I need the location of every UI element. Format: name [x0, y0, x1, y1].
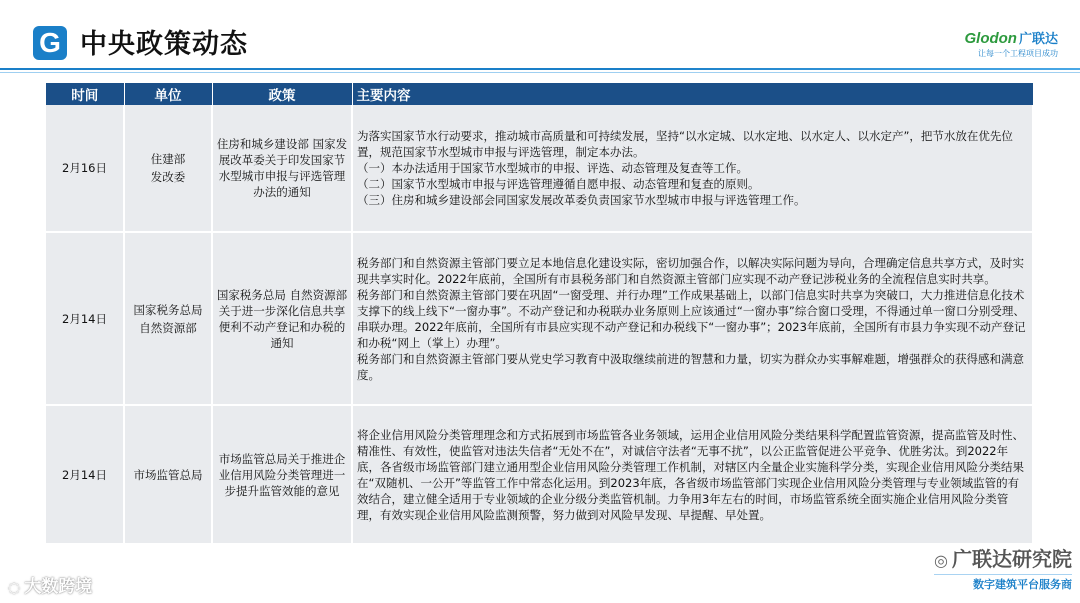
cell-content — [352, 232, 1033, 405]
brand-block — [964, 28, 1058, 59]
content-paragraph: 税务部门和自然资源主管部门要在巩固“一窗受理、并行办理”工作成果基础上，以部门信息实时共享为突破口，大力推进信息化技术支撑下的线上线下“一窗办事”。不动产登记和办税联办业务原则上应该通过“一窗办事”综合窗口受理，不得通过单一窗口分别受理、串联办理。2022年底前，全国所有市县应实现不动产登记和办税线下“一窗办事”；2023年底前，全国所有市县力争实现不动产登记和办税“网上（掌上）办理”。 — [357, 287, 1026, 350]
column-header-date: 时间 — [46, 83, 124, 105]
brand-slogan: 让每一个工程项目成功 — [978, 49, 1058, 58]
brand-name-en: Glodon — [964, 30, 1017, 47]
content-paragraph: 将企业信用风险分类管理理念和方式拓展到市场监管各业务领域，运用企业信用风险分类结果科学配置监管资源，提高监管及时性、精准性、有效性，使监管对违法失信者“无处不在”，对诚信守法者“无事不扰”，以公正监管促进公平竞争、优胜劣汰。到2022年底，各省级市场监管部门建立通用型企业信用风险分类管理工作机制，对辖区内全量企业实施科学分类，实现企业信用风险分类结果在“双随机、一公开”等监管工作中常态化运用。到2023年底，各省级市场监管部门实现企业信用风险分类管理与专业领域监管的有效结合，建立健全适用于专业领域的企业分级分类监管机制。力争用3年左右的时间，市场监管系统全面实施企业信用风险分类管理，有效实现企业信用风险监测预警，努力做到对风险早发现、早提醒、早处置。 — [357, 427, 1024, 522]
watermark-right — [934, 543, 1072, 572]
column-header-unit: 单位 — [124, 83, 212, 105]
table-row — [46, 405, 1033, 544]
watermark-left-text: 大数跨境 — [24, 577, 93, 597]
table-header-row — [46, 83, 1033, 105]
footer-slogan: 数字建筑平台服务商 — [934, 574, 1072, 592]
cell-policy: 住房和城乡建设部 国家发展改革委关于印发国家节水型城市申报与评选管理办法的通知 — [212, 105, 352, 232]
table-row — [46, 105, 1033, 232]
cell-policy: 国家税务总局 自然资源部关于进一步深化信息共享 便利不动产登记和办税的通知 — [212, 232, 352, 405]
page-title: 中央政策动态 — [80, 29, 248, 60]
content-paragraph: （三）住房和城乡建设部会同国家发展改革委负责国家节水型城市申报与评选管理工作。 — [357, 193, 806, 207]
brand-name-cn: 广联达 — [1018, 31, 1058, 46]
watermark-right-text: 广联达研究院 — [952, 547, 1072, 571]
content-paragraph: 为落实国家节水行动要求，推动城市高质量和可持续发展，坚持“以水定城、以水定地、以水定人、以水定产”，把节水放在优先位置，规范国家节水型城市申报与评选管理，制定本办法。 — [357, 129, 1013, 159]
cell-date: 2月14日 — [46, 405, 124, 544]
content-paragraph: （二）国家节水型城市申报与评选管理遵循自愿申报、动态管理和复查的原则。 — [357, 177, 760, 191]
column-header-policy: 政策 — [212, 83, 352, 105]
watermark-left — [8, 572, 92, 597]
cell-unit: 市场监管总局 — [124, 405, 212, 544]
brand-name — [964, 28, 1058, 47]
cell-date: 2月16日 — [46, 105, 124, 232]
cell-unit: 国家税务总局 自然资源部 — [124, 232, 212, 405]
table-row — [46, 232, 1033, 405]
cell-date: 2月14日 — [46, 232, 124, 405]
wechat-icon: ◎ — [934, 551, 948, 570]
policy-table — [46, 83, 1034, 545]
content-paragraph: 税务部门和自然资源主管部门要立足本地信息化建设实际，密切加强合作，以解决实际问题为导向，合理确定信息共享方式，及时实现共享实时化。2022年底前，全国所有市县税务部门和自然资源主管部门应实现不动产登记涉税业务的全流程信息实时共享。 — [357, 255, 1024, 286]
cell-unit: 住建部 发改委 — [124, 105, 212, 232]
chat-bubble-icon: ◌ — [8, 580, 21, 596]
content-paragraph: （一）本办法适用于国家节水型城市的申报、评选、动态管理及复查等工作。 — [357, 161, 748, 175]
header-divider — [0, 68, 1080, 70]
content-paragraph: 税务部门和自然资源主管部门要从党史学习教育中汲取继续前进的智慧和力量，切实为群众办实事解难题，增强群众的获得感和满意度。 — [357, 351, 1024, 382]
cell-content — [352, 105, 1033, 232]
cell-content — [352, 405, 1033, 544]
cell-policy: 市场监管总局关于推进企业信用风险分类管理进一步提升监管效能的意见 — [212, 405, 352, 544]
column-header-content: 主要内容 — [352, 83, 1033, 105]
footer-brand — [934, 543, 1072, 592]
brand-logo-icon: G — [33, 26, 67, 60]
header-divider-thin — [0, 72, 1080, 73]
